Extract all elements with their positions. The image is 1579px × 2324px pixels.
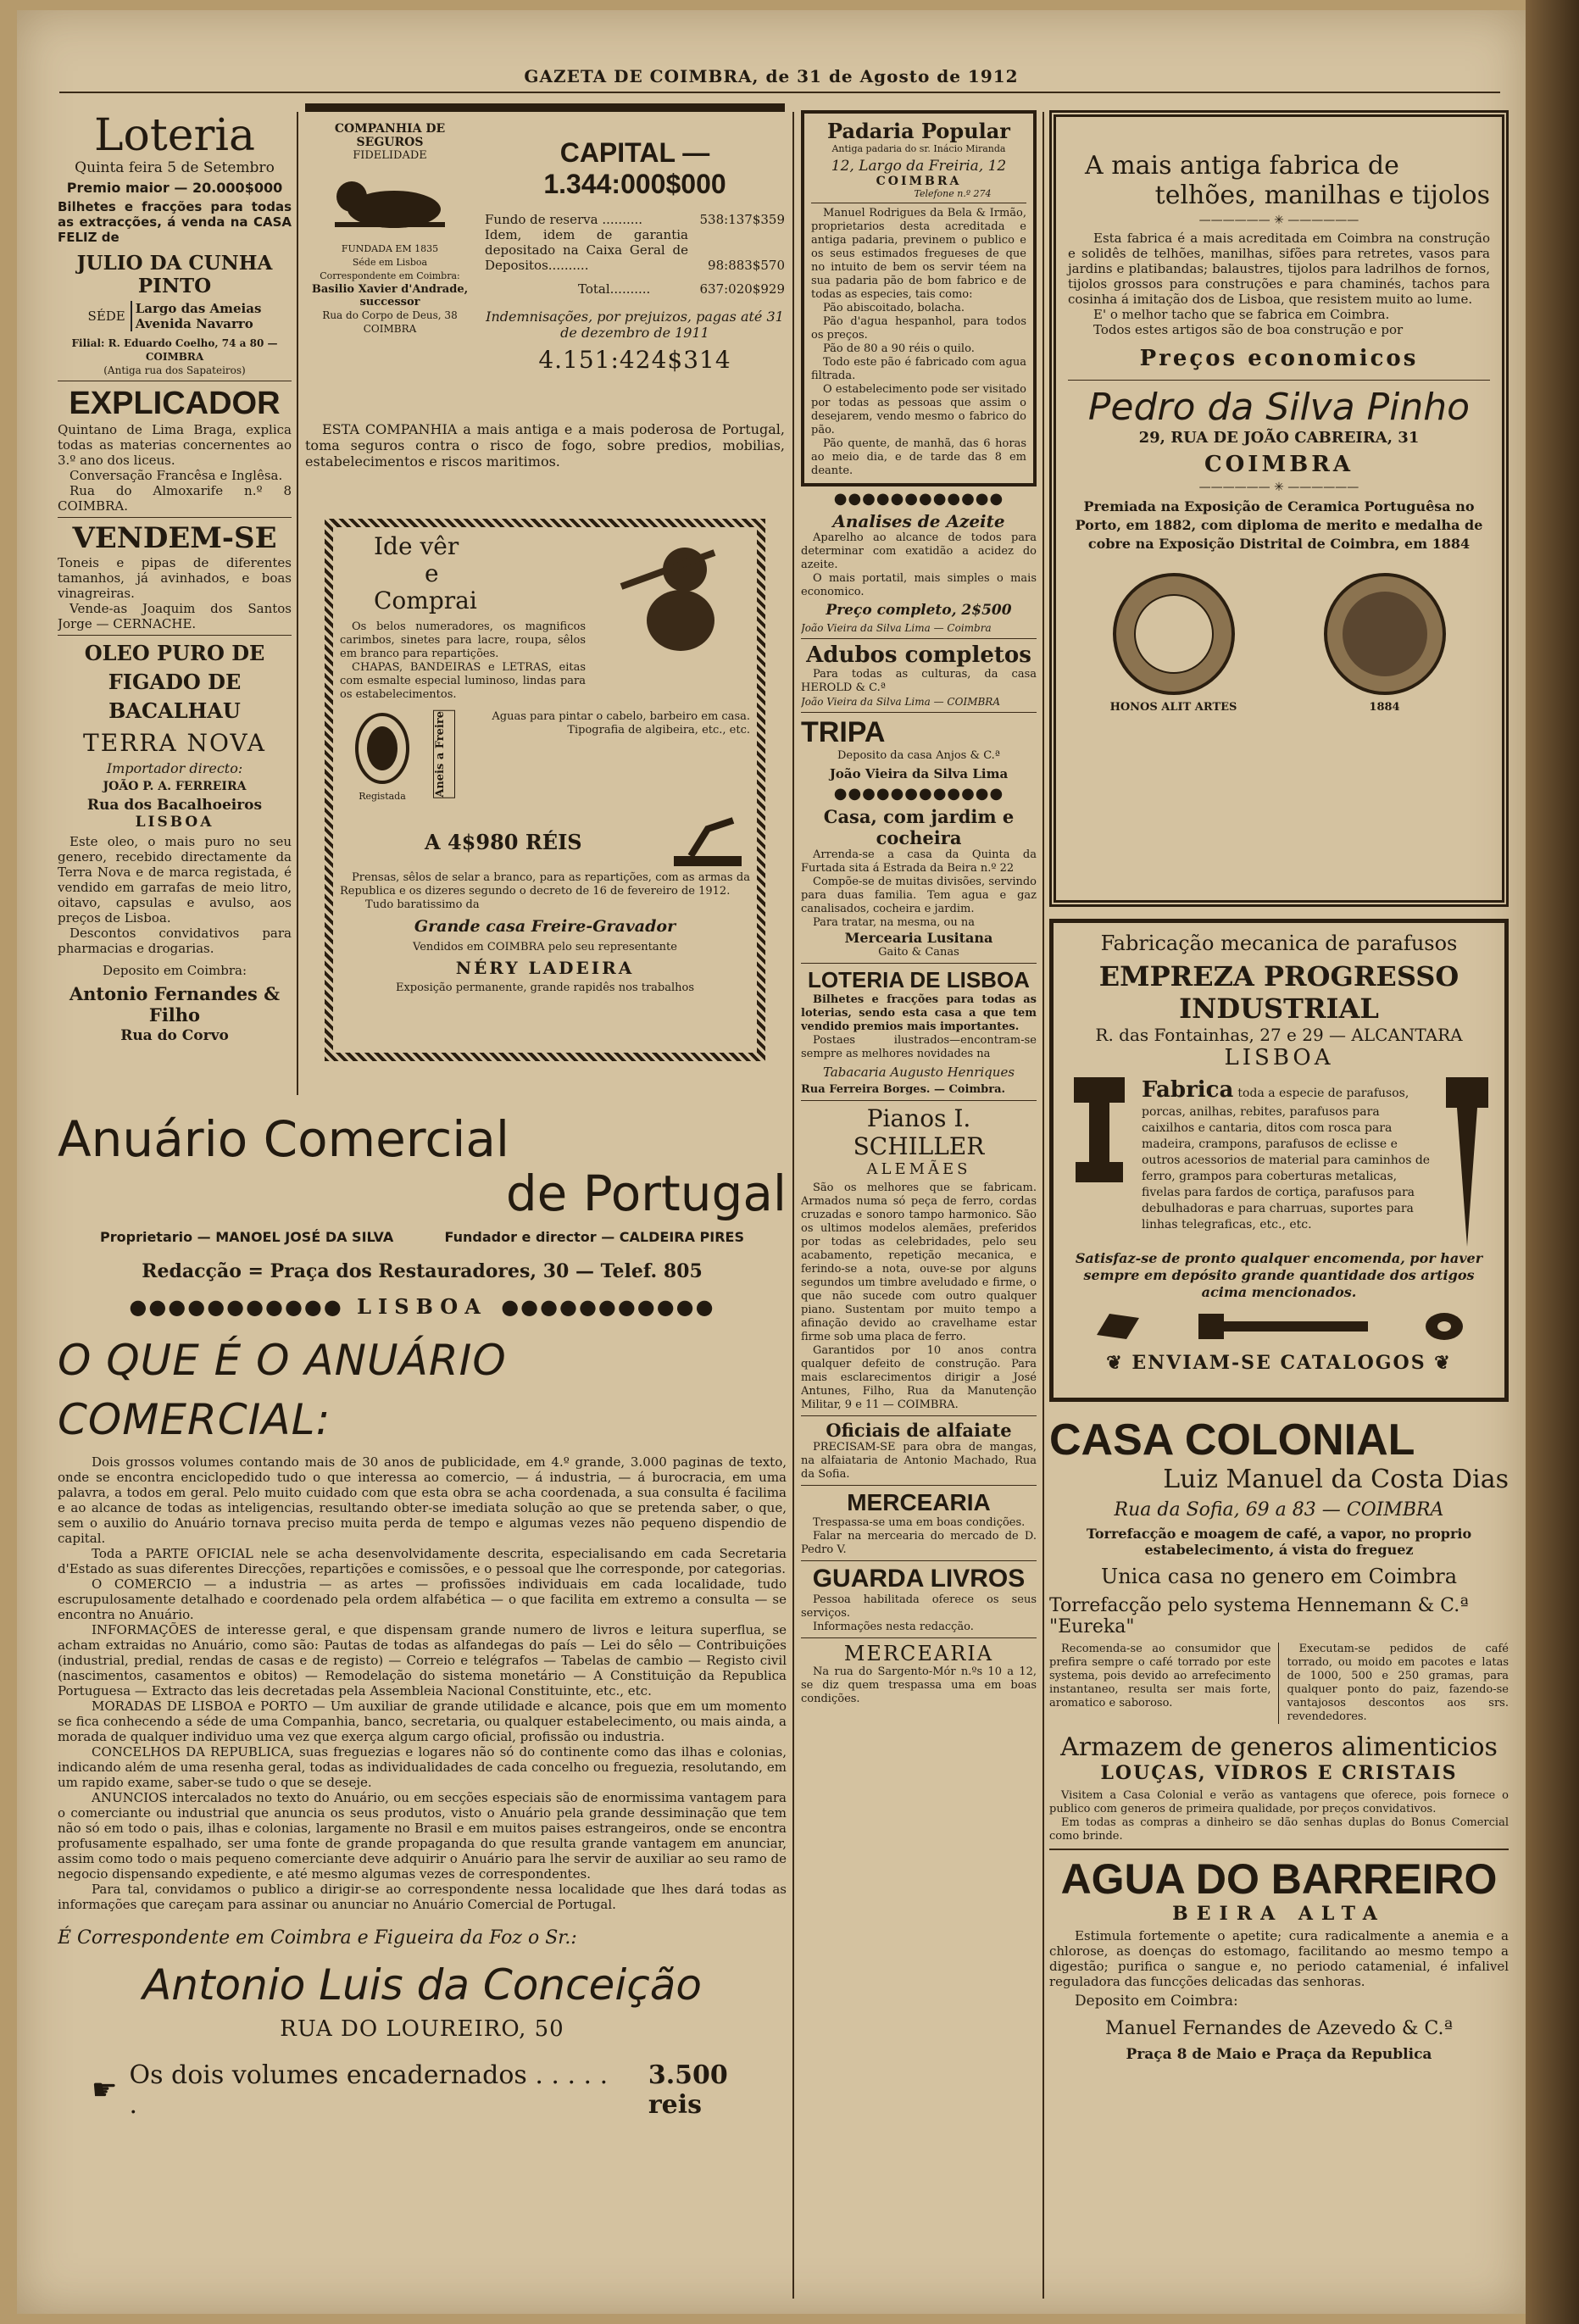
freire-price: A 4$980 RÉIS bbox=[425, 829, 582, 854]
freire-shop: Grande casa Freire-Gravador bbox=[414, 917, 676, 936]
seguros-row-value: 538:137$359 bbox=[699, 212, 785, 227]
nut-icon bbox=[1093, 1309, 1143, 1343]
anuario-redacao: Redacção = Praça dos Restauradores, 30 — Telef. 805 bbox=[142, 1260, 703, 1282]
casa-text-3: Para tratar, na mesma, ou na bbox=[813, 916, 975, 929]
oleo-city: LISBOA bbox=[135, 814, 214, 831]
agua-addr: Praça 8 de Maio e Praça da Republica bbox=[1126, 2046, 1432, 2063]
explicador-title: EXPLICADOR bbox=[69, 386, 281, 421]
mercearia-1-title: MERCEARIA bbox=[847, 1489, 991, 1515]
seguros-row-label: Fundo de reserva .......... bbox=[485, 212, 643, 227]
parafusos-text: toda a especie de parafusos, porcas, anilhas, rebites, parafusos para caixilhos e cantaria, ditos com rosca para madeira, crampons, parafusos de eclisse e outros acessorios de material para caminhos de ferro, grampos para coberturas metalicas, fivelas para fardos de cortiça, parafusos para debulhadoras e para charruas, suportes para linhas telegraficas, etc., etc. bbox=[1142, 1087, 1431, 1231]
separator-star-icon: —————— ✳ —————— bbox=[1198, 481, 1359, 494]
tripa-text: Deposito da casa Anjos & C.ª bbox=[837, 749, 1000, 762]
colonial-ad bbox=[1049, 1415, 1509, 1843]
mercearia-2-title: MERCEARIA bbox=[843, 1642, 994, 1665]
freire-text-4: Tipografia de algibeira, etc., etc. bbox=[567, 724, 750, 737]
telhas-addr: 29, RUA DE JOÃO CABREIRA, 31 bbox=[1138, 429, 1420, 447]
pianos-text-2: Garantidos por 10 anos contra qualquer defeito de construção. Para mais esclarecimentos dirigir a José Antunes, Filho, Rua da Manutenção Militar, 9 e 11 — COIMBRA. bbox=[801, 1344, 1037, 1411]
loteria-date: Quinta feira 5 de Setembro bbox=[75, 159, 275, 176]
freire-stamp bbox=[340, 710, 425, 803]
agua-sub: BEIRA ALTA bbox=[1172, 1903, 1386, 1925]
masthead bbox=[17, 66, 1526, 86]
seguros-ad bbox=[305, 103, 785, 519]
adubos-title: Adubos completos bbox=[806, 642, 1031, 668]
sede-label: SÉDE bbox=[87, 309, 125, 324]
freire-stamp-label bbox=[433, 710, 455, 798]
oleo-dep-street: Rua do Corvo bbox=[120, 1027, 229, 1044]
press-icon bbox=[665, 812, 750, 871]
seguros-agent: Basilio Xavier d'Andrade, successor bbox=[311, 283, 469, 309]
azeite-seller: João Vieira da Silva Lima — Coimbra bbox=[801, 622, 992, 634]
colonial-addr: Rua da Sofia, 69 a 83 — COIMBRA bbox=[1114, 1499, 1444, 1521]
parafusos-body bbox=[1065, 1077, 1493, 1247]
padaria-line: Pão d'agua hespanhol, para todos os preços. bbox=[811, 315, 1026, 342]
seguros-indem-value: 4.151:424$314 bbox=[538, 346, 731, 374]
agua-text: Estimula fortemente o apetite; cura radicalmente a anemia e a chlorose, as doenças do estomago, facilitando ao mesmo tempo a digestão; purifica o sangue e, no periodo catamenial, é infalivel reguladora das funcções delicadas das senhoras. bbox=[1049, 1928, 1509, 1989]
anuario-owner: Proprietario — MANOEL JOSÉ DA SILVA bbox=[100, 1229, 394, 1245]
loteria-title: Loteria bbox=[94, 112, 255, 161]
explicador-text-3: Rua do Almoxarife n.º 8 COIMBRA. bbox=[58, 483, 292, 514]
oleo-text-2: Descontos convidativos para pharmacias e drogarias. bbox=[58, 926, 292, 956]
column-divider bbox=[792, 112, 794, 2299]
mercearia-1-text: Trespassa-se uma em boas condições. bbox=[813, 1516, 1026, 1529]
anuario-p2: Toda a PARTE OFICIAL nele se acha desenvolvidamente descrita, especialisando em cada Secretaria d'Estado as suas diferentes Direcções, repartições e comissões, e o pessoal que lhe corresponde, por categorias. bbox=[58, 1546, 787, 1576]
column-2 bbox=[305, 103, 785, 1061]
vendem-title: VENDEM-SE bbox=[72, 521, 277, 555]
anuario-corresp: É Correspondente em Coimbra e Figueira da Foz o Sr.: bbox=[58, 1927, 577, 1949]
dots-decoration: ●●●●●●●●●●● bbox=[501, 1294, 715, 1319]
pianos-sub: ALEMÃES bbox=[866, 1160, 971, 1178]
medal-2 bbox=[1321, 570, 1448, 714]
masthead-rule bbox=[59, 92, 1500, 93]
anuario-price: 3.500 reis bbox=[648, 2060, 728, 2120]
anuario-price-row bbox=[58, 2060, 787, 2120]
stamp-icon bbox=[353, 710, 412, 787]
telhas-text-3: Todos estes artigos são de boa construção e por bbox=[1093, 322, 1404, 337]
agua-deposit: Deposito em Coimbra: bbox=[1075, 1993, 1238, 2010]
sede-address-2: Avenida Navarro bbox=[135, 316, 253, 331]
freire-h1: Ide vêr bbox=[374, 532, 459, 560]
telhas-text: Esta fabrica é a mais acreditada em Coimbra na construção e solidês de telhões, manilhas, sifões para retretes, vasos para jardins e platibandas; balaustres, tijolos para ladrilhos de fornos, tijolos grossos para construções e para chaminés, tachos para cosinha á imitação dos de Lisboa, que resistem muito ao lume. bbox=[1068, 231, 1490, 307]
padaria-title: Padaria Popular bbox=[827, 119, 1010, 143]
guarda-text-2: Informações nesta redacção. bbox=[813, 1621, 974, 1633]
casa-shop-2: Gaito & Canas bbox=[878, 946, 959, 959]
freire-text-3: Aguas para pintar o cabelo, barbeiro em casa. bbox=[492, 710, 750, 723]
padaria-line: Pão de 80 a 90 réis o quilo. bbox=[823, 342, 975, 355]
stamp-label-1: Aneis bbox=[434, 763, 447, 798]
seguros-row-value: 98:883$570 bbox=[708, 258, 785, 273]
loteria-lisboa-ad bbox=[801, 967, 1037, 1097]
colonial-text-3: Em todas as compras a dinheiro se dão senhas duplas do Bonus Comercial como brinde. bbox=[1049, 1816, 1509, 1843]
dots-decoration: ●●●●●●●●●●● bbox=[129, 1294, 343, 1319]
colonial-text-2: Visitem a Casa Colonial e verão as vantagens que oferece, pois fornece o publico com generos de primeira qualidade, por preços convidativos. bbox=[1049, 1789, 1509, 1815]
column-divider bbox=[297, 112, 298, 1095]
padaria-addr: 12, Largo da Freiria, 12 bbox=[831, 158, 1007, 175]
seguros-seal bbox=[305, 122, 475, 336]
anuario-p1: Dois grossos volumes contando mais de 30 anos de publicidade, em 4.º grande, 3.000 paginas de texto, onde se encontra enciclopedido tudo o que interessa ao comercio, — á industria, — á burocracia, em uma palavra, a todos em geral. Pelo muito cuidado com que esta obra se acha coordenada, a sua consulta é facilima e ao alcance de todas as inteligencias, resultando obter-se imediata solução ao que se pretenda saber, o que, sem o auxilio do Anuário tornava preciso muita perda de tempo e algumas vezes não pequeno dispendio de capital. bbox=[58, 1454, 787, 1546]
tripa-title: TRIPA bbox=[801, 716, 886, 748]
oleo-text: Este oleo, o mais puro no seu genero, recebido directamente da Terra Nova e de marca registada, é vendido em garrafas de meio litro, oitavo, capsulas e avulso, aos preços de Lisboa. bbox=[58, 834, 292, 926]
oleo-deposit: Deposito em Coimbra: bbox=[102, 963, 247, 978]
mercearia-1-ad bbox=[801, 1489, 1037, 1557]
pianos-text: São os melhores que se fabricam. Armados numa só peça de ferro, cordas cruzadas e sonoro tampo harmonico. São os ultimos modelos alemães, preferidos por todas as celebridades, pelo seu acabamento, repetição mecanica, e ferindo-se a nota, ouve-se por alguns segundos um timbre aveludado e firme, o que não sucede com outro qualquer piano. Sustentam por muito tempo a afinação devido ao cravelhame estar firme sob uma placa de ferro. bbox=[801, 1181, 1037, 1343]
loteria-text: Bilhetes e fracções para todas as extracções, á venda na CASA FELIZ de bbox=[58, 199, 292, 245]
anuario-owners bbox=[58, 1229, 787, 1245]
telhas-medals bbox=[1068, 570, 1490, 714]
screw-icon bbox=[1442, 1077, 1493, 1247]
azeite-text: Aparelho ao alcance de todos para determinar com exatidão a acidez do azeite. bbox=[801, 531, 1037, 571]
anuario-p7: ANUNCIOS intercalados no texto do Anuário, ou em secções especiais são de enormissima vantagem para o comerciante ou industrial que anuncia os seus produtos, visto o Anuário pela grande dessiminação que tem não só em todo o pais, ilhas e colonias, largamente no Brasil e em muitos paises estrangeiros, onde se encontra profusamente espalhado, ser uma fonte de grande propaganda do que resulta grande vantagem em anunciar, assim como todo o mais pequeno comerciante deve adquirir o Anuário para lhe servir de auxiliar ao seu ramo de negocio dispensando expediente, e até mesmo algumas vezes de correspondentes. bbox=[58, 1790, 787, 1882]
freire-price-row bbox=[340, 812, 750, 871]
explicador-ad bbox=[58, 385, 292, 514]
parafusos-company: EMPREZA PROGRESSO INDUSTRIAL bbox=[1098, 960, 1459, 1025]
colonial-unique: Unica casa no genero em Coimbra bbox=[1100, 1565, 1458, 1588]
telhas-title-1: A mais antiga fabrica de bbox=[1085, 151, 1399, 181]
loteria-filial: Filial: R. Eduardo Coelho, 74 a 80 — COIMBRA bbox=[71, 337, 278, 363]
seguros-row bbox=[485, 212, 785, 227]
seguros-figures bbox=[485, 137, 785, 374]
padaria-tel: Telefone n.º 274 bbox=[914, 188, 992, 199]
parafusos-catalog-row bbox=[1065, 1352, 1493, 1374]
loteria-lisboa-shop: Tabacaria Augusto Henriques bbox=[822, 1065, 1015, 1080]
seguros-text: ESTA COMPANHIA a mais antiga e a mais poderosa de Portugal, toma seguros contra o risco de fogo, sobre predios, mobilias, estabelecimentos e riscos maritimos. bbox=[305, 421, 785, 470]
cherub-icon bbox=[613, 536, 740, 663]
oficiais-ad bbox=[801, 1420, 1037, 1482]
padaria-line: Todo este pão é fabricado com agua filtrada. bbox=[811, 356, 1026, 382]
loteria-lisboa-text: Bilhetes e fracções para todas as loterias, sendo esta casa a que tem vendido premios mais importantes. bbox=[801, 993, 1037, 1033]
seguros-row-label: Idem, idem de garantia depositado na Caixa Geral de Depositos.......... bbox=[485, 227, 688, 273]
anuario-ad bbox=[58, 1112, 787, 2120]
padaria-sub: Antiga padaria do sr. Inácio Miranda bbox=[831, 143, 1006, 154]
casa-text: Arrenda-se a casa da Quinta da Furtada sita á Estrada da Beira n.º 22 bbox=[801, 848, 1037, 875]
adubos-ad bbox=[801, 642, 1037, 709]
guarda-title: GUARDA LIVROS bbox=[812, 1565, 1026, 1593]
parafusos-fab: Fabrica bbox=[1142, 1077, 1234, 1103]
freire-h3: Comprai bbox=[374, 587, 477, 614]
parafusos-catalog: ENVIAM-SE CATALOGOS bbox=[1131, 1352, 1426, 1374]
casa-ad bbox=[801, 806, 1037, 959]
explicador-text: Quintano de Lima Braga, explica todas as materias concernentes ao 3.º ano dos liceus. bbox=[58, 422, 292, 468]
column-3 bbox=[801, 110, 1037, 1706]
loteria-seller: JULIO DA CUNHA PINTO bbox=[76, 252, 273, 297]
anuario-p4: INFORMAÇÕES de interesse geral, e que dispensam grande numero de livros e leitura superflua, se acham extraidas no Anuário, como são: Pautas de todas as alfandegas do país — Lei do sêlo — Contribuições (industrial, predial, rendas de casas e de registo) — Correio e telégrafos — Tabelas de cambio — Registo civil (nascimentos, casamentos e obitos) — Remodelação do sistema monetário — A Constituição da Republica Portuguesa — Extracto das leis decretadas pela Assembleia Nacional Constituinte, etc., etc. bbox=[58, 1622, 787, 1699]
oleo-dep-name: Antonio Fernandes & Filho bbox=[69, 983, 281, 1026]
freire-text-1: Os belos numeradores, os magnificos carimbos, sinetes para lacre, roupa, sêlos em branco para repartições. bbox=[340, 620, 586, 660]
colonial-loucas: LOUÇAS, VIDROS E CRISTAIS bbox=[1100, 1762, 1458, 1784]
loteria-filial-2: (Antiga rua dos Sapateiros) bbox=[103, 364, 246, 376]
colonial-owner: Luiz Manuel da Costa Dias bbox=[1163, 1465, 1509, 1494]
ornament-icon: ❦ bbox=[1106, 1352, 1124, 1374]
anuario-price-label: Os dois volumes encadernados . . . . . . bbox=[129, 2060, 609, 2120]
parafusos-text-2: Satisfaz-se de pronto qualquer encomenda, por haver sempre em depósito grande quantidade dos artigos acima mencionados. bbox=[1075, 1250, 1483, 1300]
telhas-prices: Preços economicos bbox=[1139, 346, 1419, 371]
tripa-ad bbox=[801, 716, 1037, 781]
parafusos-text-block bbox=[1142, 1077, 1433, 1247]
column-divider bbox=[1042, 112, 1044, 2299]
dots-decoration: ●●●●●●●●●●●● bbox=[833, 490, 1004, 508]
casa-title: Casa, com jardim e cocheira bbox=[823, 806, 1015, 848]
bolt-icon bbox=[1065, 1077, 1133, 1196]
vendem-ad bbox=[58, 521, 292, 631]
oleo-ad bbox=[58, 639, 292, 1044]
oleo-brand: TERRA NOVA bbox=[83, 729, 266, 757]
seguros-row-label: Total.......... bbox=[578, 281, 651, 297]
seguros-founded: FUNDADA EM 1835 bbox=[341, 243, 439, 254]
medal-2-label: 1884 bbox=[1369, 701, 1400, 714]
loteria-ad bbox=[58, 112, 292, 377]
guarda-ad bbox=[801, 1565, 1037, 1634]
medal-1-label: HONOS ALIT ARTES bbox=[1109, 701, 1237, 714]
telhas-owner: Pedro da Silva Pinho bbox=[1087, 386, 1471, 429]
freire-text-5: Prensas, sêlos de selar a branco, para as repartições, com as armas da Republica e os dizeres segundo o decreto de 16 de fevereiro de 1912. bbox=[340, 871, 750, 898]
colonial-columns bbox=[1049, 1643, 1509, 1724]
freire-h2: e bbox=[425, 559, 439, 587]
oficiais-title: Oficiais de alfaiate bbox=[826, 1420, 1012, 1441]
anuario-p5: MORADAS DE LISBOA e PORTO — Um auxiliar de grande utilidade e alcance, pois que em um momento se fica conhecendo a séde de uma Companhia, banco, secretaria, ou qualquer estabelecimento, ou mais ainda, a morada de qualquer individuo uma vez que exerça algum cargo oficial, profissão ou industria. bbox=[58, 1699, 787, 1744]
dog-icon bbox=[326, 163, 453, 239]
seguros-indem: Indemnisações, por prejuizos, pagas até 31 de dezembro de 1911 bbox=[486, 309, 784, 341]
seguros-city: COIMBRA bbox=[363, 323, 417, 335]
separator-star-icon: —————— ✳ —————— bbox=[1198, 214, 1359, 227]
colonial-text: Torrefacção e moagem de café, a vapor, no proprio estabelecimento, á vista do freguez bbox=[1086, 1526, 1472, 1558]
loteria-sede bbox=[58, 301, 292, 331]
freire-middle bbox=[340, 710, 750, 803]
anuario-title-2: de Portugal bbox=[505, 1165, 787, 1222]
parafusos-title: Fabricação mecanica de parafusos bbox=[1100, 931, 1458, 955]
colonial-left: Recomenda-se ao consumidor que prefira sempre o café torrado por este systema, pois devido ao arrefecimento instantaneo, resulta ser mais forte, aromatico e saboroso. bbox=[1049, 1643, 1279, 1724]
tripa-seller: João Vieira da Silva Lima bbox=[829, 766, 1009, 781]
guarda-text: Pessoa habilitada oferece os seus serviços. bbox=[801, 1593, 1037, 1620]
seguros-row-value: 637:020$929 bbox=[699, 281, 785, 297]
anuario-question: O QUE É O ANUÁRIO COMERCIAL: bbox=[58, 1336, 507, 1444]
anuario-founder: Fundador e director — CALDEIRA PIRES bbox=[444, 1229, 744, 1245]
seguros-capital: CAPITAL — 1.344:000$000 bbox=[543, 137, 726, 199]
colonial-system: Torrefacção pelo systema Hennemann & C.ª "Eureka" bbox=[1049, 1595, 1469, 1637]
loteria-lisboa-addr: Rua Ferreira Borges. — Coimbra. bbox=[801, 1083, 1006, 1096]
telhas-awards: Premiada na Exposição de Ceramica Portuguêsa no Porto, em 1882, com diploma de merito e medalha de cobre na Exposição Distrital de Coimbra, em 1884 bbox=[1075, 498, 1483, 552]
pianos-ad bbox=[801, 1104, 1037, 1412]
casa-shop: Mercearia Lusitana bbox=[844, 930, 993, 946]
azeite-ad bbox=[801, 511, 1037, 635]
anuario-agent: Antonio Luis da Conceição bbox=[142, 1960, 702, 2010]
stamp-label-2: a Freire bbox=[434, 711, 447, 760]
telhas-title-2: telhões, manilhas e tijolos bbox=[1154, 181, 1490, 210]
casa-text-2: Compõe-se de muitas divisões, servindo para duas familia. Tem agua e gaz canalisados, cocheira e jardim. bbox=[801, 876, 1037, 915]
padaria-city: COIMBRA bbox=[876, 175, 962, 188]
dots-decoration: ●●●●●●●●●●●● bbox=[833, 785, 1004, 803]
seguros-row bbox=[485, 227, 785, 273]
telhas-ad bbox=[1049, 110, 1509, 907]
colonial-right: Executam-se pedidos de café torrado, ou moido em pacotes e latas de 1000, 500 e 250 gramas, para qualquer ponto do paiz, fazendo-se vantajosos descontos aos srs. revendedores. bbox=[1287, 1643, 1509, 1723]
anuario-addr: RUA DO LOUREIRO, 50 bbox=[280, 2016, 564, 2042]
anuario-city: LISBOA bbox=[357, 1294, 487, 1319]
freire-text-8: Exposição permanente, grande rapidês nos trabalhos bbox=[395, 981, 695, 994]
freire-rep: NÉRY LADEIRA bbox=[455, 958, 635, 978]
seguros-corresp: Correspondente em Coimbra: bbox=[320, 270, 460, 281]
seal-top: COMPANHIA DE SEGUROS bbox=[334, 122, 446, 149]
agua-title: AGUA DO BARREIRO bbox=[1060, 1855, 1498, 1903]
parafusos-addr: R. das Fontainhas, 27 e 29 — ALCANTARA bbox=[1095, 1025, 1463, 1045]
vendem-text: Toneis e pipas de diferentes tamanhos, já avinhados, e boas vinagreiras. bbox=[58, 555, 292, 601]
azeite-text-2: O mais portatil, mais simples o mais economico. bbox=[801, 572, 1037, 598]
freire-text-2: CHAPAS, BANDEIRAS e LETRAS, eitas com esmalte especial luminoso, lindas para os estabelecimentos. bbox=[340, 661, 586, 701]
loteria-lisboa-text-2: Postaes ilustrados—encontram-se sempre as melhores novidades na bbox=[801, 1034, 1037, 1060]
anuario-p8: Para tal, convidamos o publico a dirigir-se ao correspondente nessa localidade que lhes dará todas as informações que careçam para assinar ou anunciar no Anuário Comercial de Portugal. bbox=[58, 1882, 787, 1912]
oficiais-text: PRECISAM-SE para obra de mangas, na alfaiataria de Antonio Machado, Rua da Sofia. bbox=[801, 1441, 1037, 1481]
azeite-title: Analises de Azeite bbox=[832, 511, 1005, 531]
agua-name: Manuel Fernandes de Azevedo & C.ª bbox=[1105, 2018, 1453, 2039]
sede-addresses bbox=[131, 301, 262, 331]
anuario-body bbox=[58, 1454, 787, 1912]
colonial-armazem: Armazem de generos alimenticios bbox=[1060, 1732, 1498, 1762]
seal-mid: FIDELIDADE bbox=[353, 149, 427, 162]
mercearia-2-text: Na rua do Sargento-Mór n.ºs 10 a 12, se diz quem trespassa uma em boas condições. bbox=[801, 1665, 1037, 1705]
long-screw-icon bbox=[1198, 1309, 1368, 1343]
page-edge-shadow bbox=[1526, 0, 1579, 2324]
seguros-sede: Séde em Lisboa bbox=[352, 257, 428, 268]
parafusos-parts bbox=[1065, 1309, 1493, 1343]
adubos-seller: João Vieira da Silva Lima — COIMBRA bbox=[801, 696, 1000, 708]
stamp-registered: Registada bbox=[359, 791, 406, 802]
seguros-row bbox=[485, 281, 785, 297]
ornament-icon: ❦ bbox=[1434, 1352, 1452, 1374]
freire-ad bbox=[325, 519, 765, 1061]
agua-ad bbox=[1049, 1855, 1509, 2063]
anuario-p3: O COMERCIO — a industria — as artes — profissões individuais em cada localidade, tudo escrupulosamente detalhado e coordenado pela ordem alfabética — o que facilita em extremo a consulta — se encontra no Anuário. bbox=[58, 1576, 787, 1622]
sede-address-1: Largo das Ameias bbox=[135, 301, 262, 316]
mercearia-1-text-2: Falar na mercearia do mercado de D. Pedro V. bbox=[801, 1530, 1037, 1556]
pianos-title: Pianos I. SCHILLER bbox=[853, 1104, 985, 1160]
anuario-city-row bbox=[58, 1294, 787, 1319]
medal-icon bbox=[1110, 570, 1237, 698]
anuario-title-1: Anuário Comercial bbox=[58, 1112, 510, 1168]
parafusos-ad bbox=[1049, 919, 1509, 1402]
oleo-importer: Importador directo: bbox=[106, 760, 243, 776]
oleo-street: Rua dos Bacalhoeiros bbox=[86, 797, 263, 814]
seguros-addr: Rua do Corpo de Deus, 38 bbox=[322, 309, 458, 321]
padaria-line: O estabelecimento pode ser visitado por todas as pessoas que assim o desejarem, vendo mesmo o fabrico do pão. bbox=[811, 383, 1026, 436]
loteria-lisboa-title: LOTERIA DE LISBOA bbox=[808, 967, 1030, 992]
padaria-line: Pão abiscoitado, bolacha. bbox=[823, 302, 965, 314]
oleo-title: OLEO PURO DE FIGADO DE BACALHAU bbox=[84, 641, 265, 723]
loteria-premio: Premio maior — 20.000$000 bbox=[66, 180, 283, 196]
parafusos-city: LISBOA bbox=[1224, 1045, 1334, 1070]
medal-1 bbox=[1110, 570, 1237, 714]
telhas-text-2: E' o melhor tacho que se fabrica em Coimbra. bbox=[1093, 307, 1390, 322]
vendem-text-2: Vende-as Joaquim dos Santos Jorge — CERNACHE. bbox=[58, 601, 292, 631]
anuario-p6: CONCELHOS DA REPUBLICA, suas freguezias e logares não só do continente como das ilhas e colonias, indicando além de uma resenha geral, todas as individualidades de cada concelho ou freguezia, resolutando, em um rapido exame, saber-se tudo o que se deseje. bbox=[58, 1744, 787, 1790]
padaria-ad bbox=[801, 110, 1037, 486]
masthead-text: GAZETA DE COIMBRA, de 31 de Agosto de 1912 bbox=[524, 66, 1019, 86]
washer-icon bbox=[1423, 1309, 1465, 1343]
pointing-hand-icon: ☛ bbox=[92, 2073, 118, 2107]
explicador-text-2: Conversação Francêsa e Inglêsa. bbox=[69, 468, 283, 483]
freire-text-6: Tudo baratissimo da bbox=[365, 898, 480, 911]
column-1 bbox=[58, 112, 292, 1044]
azeite-price: Preço completo, 2$500 bbox=[826, 602, 1012, 619]
column-4 bbox=[1049, 110, 1509, 2063]
telhas-city: COIMBRA bbox=[1204, 452, 1354, 477]
padaria-text: Manuel Rodrigues da Bela & Irmão, proprietarios desta acreditada e antiga padaria, previnem o publico e os seus estimados fregueses de que no intuito de bem os servir téem na sua padaria pão de bom fabrico e de todas as especies, tais como: bbox=[811, 207, 1026, 301]
mercearia-2-ad bbox=[801, 1642, 1037, 1706]
freire-text-7: Vendidos em COIMBRA pelo seu representante bbox=[413, 941, 677, 954]
freire-middle-text bbox=[464, 710, 750, 737]
adubos-text: Para todas as culturas, da casa HEROLD & C.ª bbox=[801, 668, 1037, 694]
oleo-name: JOÃO P. A. FERREIRA bbox=[103, 780, 247, 793]
colonial-title: CASA COLONIAL bbox=[1049, 1415, 1415, 1465]
newspaper-page bbox=[17, 10, 1526, 2314]
medal-icon bbox=[1321, 570, 1448, 698]
padaria-line: Pão quente, de manhã, das 6 horas ao meio dia, e de tarde das 8 em deante. bbox=[811, 437, 1026, 477]
